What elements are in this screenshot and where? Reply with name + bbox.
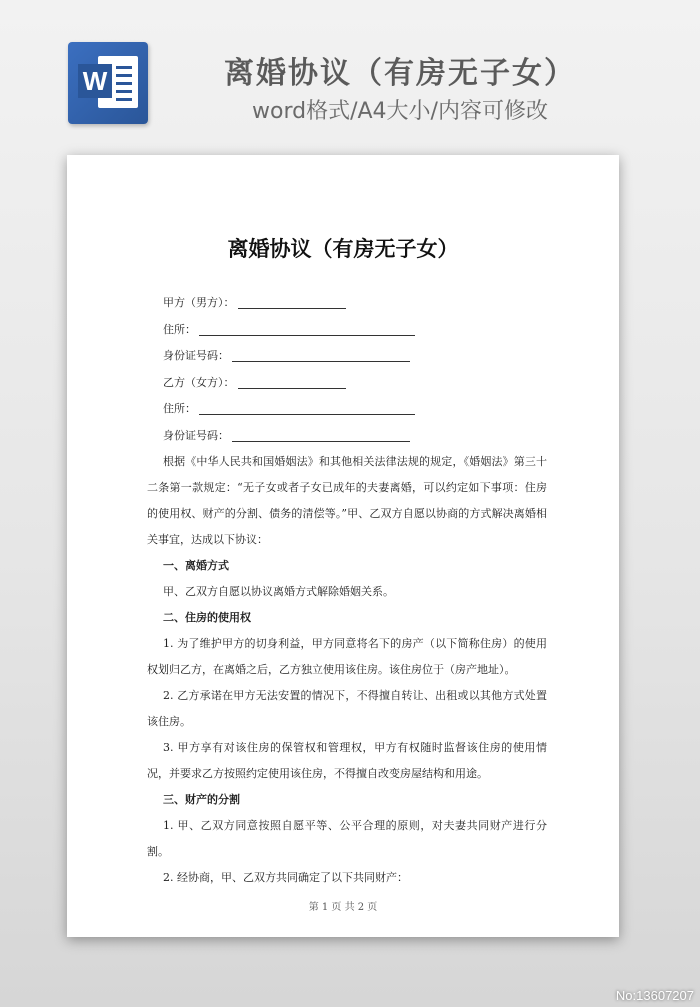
section-heading: 一、离婚方式 [163,559,229,572]
intro-paragraph: 根据《中华人民共和国婚姻法》和其他相关法律法规的规定，《婚姻法》第三十二条第一款规定：“无子女或者子女已成年的夫妻离婚，可以约定如下事项：住房的使用权、财产的分割、债务的清偿等。”甲、乙双方自愿以协商的方式解决离婚相关事宜，达成以下协议： [147,455,547,546]
fill-blank [232,426,410,442]
word-icon [68,42,148,124]
banner-title: 离婚协议（有房无子女） [224,56,576,91]
paragraph: 甲、乙双方自愿以协议离婚方式解除婚姻关系。 [163,585,394,598]
fill-blank [199,399,415,415]
party-a-name-field [147,290,547,317]
field-label: 身份证号码： [163,428,229,442]
section-heading: 三、财产的分割 [163,793,240,806]
fill-blank [199,320,415,336]
page-number: 第 1 页 共 2 页 [308,902,378,913]
field-label: 身份证号码： [163,349,229,362]
party-a-address-field [147,317,547,344]
image-id-label: No:13607207 [615,988,694,1003]
party-a-id-field [147,343,547,370]
paragraph: 2. 乙方承诺在甲方无法安置的情况下，不得擅自转让、出租或以其他方式处置该住房。 [147,689,547,728]
paragraph: 1. 甲、乙双方同意按照自愿平等、公平合理的原则，对夫妻共同财产进行分割。 [147,819,547,858]
fill-blank [238,373,346,389]
word-letter: W [78,64,112,98]
paragraph: 3. 甲方享有对该住房的保管权和管理权，甲方有权随时监督该住房的使用情况，并要求乙方按照约定使用该住房，不得擅自改变房屋结构和用途。 [147,741,547,780]
field-label: 甲方（男方）： [163,296,235,309]
fill-blank [232,346,410,362]
document-page [67,155,619,937]
banner [0,0,700,150]
fill-blank [238,293,346,309]
section-heading: 二、住房的使用权 [163,611,251,624]
document-body [147,290,547,891]
party-b-name-field [147,370,547,397]
paragraph: 1. 为了维护甲方的切身利益，甲方同意将名下的房产（以下简称住房）的使用权划归乙方，在离婚之后，乙方独立使用该住房。该住房位于（房产地址）。 [147,637,547,676]
field-label: 住所： [163,322,196,336]
banner-subtitle: word格式/A4大小/内容可修改 [252,99,548,124]
party-b-address-field [147,396,547,423]
party-b-id-field [147,423,547,450]
field-label: 住所： [163,402,196,415]
field-label: 乙方（女方）： [163,375,235,389]
paragraph: 2. 经协商，甲、乙双方共同确定了以下共同财产： [163,871,408,884]
document-title: 离婚协议（有房无子女） [227,236,459,261]
